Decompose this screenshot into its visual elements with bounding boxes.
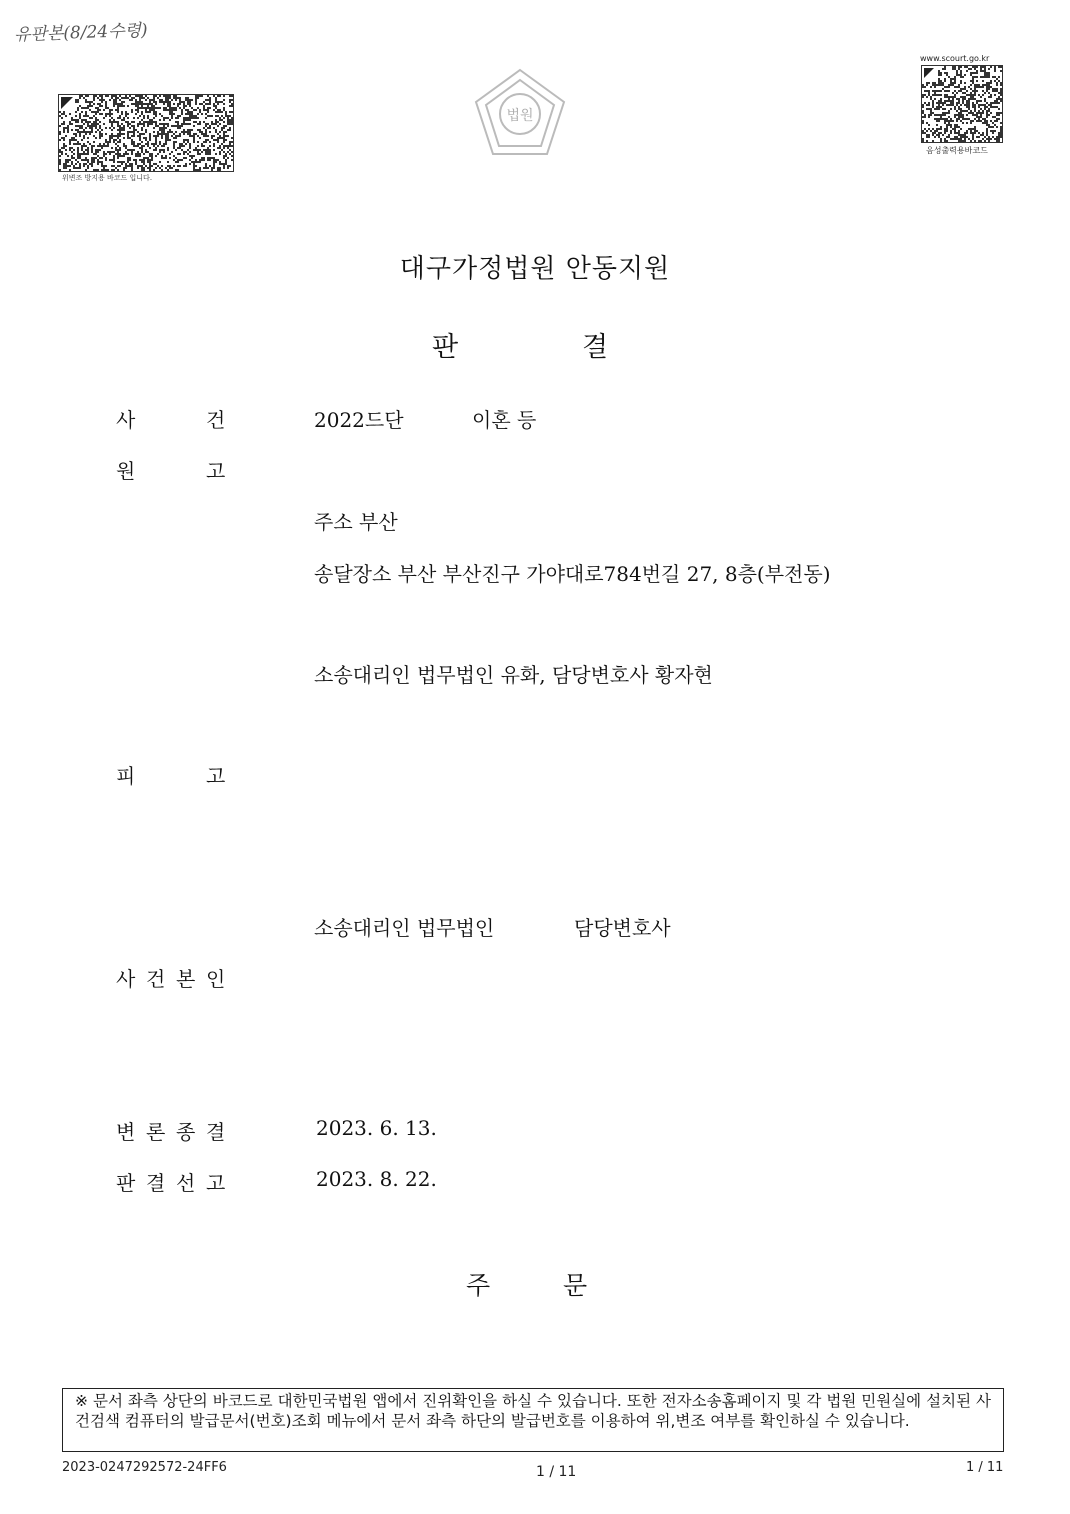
order-title-char-1: 주 bbox=[466, 1271, 491, 1300]
judgment-date: 2023. 8. 22. bbox=[316, 1167, 437, 1191]
order-title-char-2: 문 bbox=[563, 1271, 588, 1300]
case-label-1: 사 bbox=[116, 408, 136, 432]
hearing-end-label-3: 종 bbox=[176, 1120, 196, 1144]
defendant-counsel-lawyer: 담당변호사 bbox=[574, 916, 671, 940]
qr-caption: 음성출력용바코드 bbox=[926, 146, 988, 155]
judgment-date-label-1: 판 bbox=[116, 1171, 136, 1195]
handwritten-note: 유판본(8/24수령) bbox=[13, 20, 148, 46]
seal-text: 법원 bbox=[506, 108, 534, 124]
audio-output-qr-code bbox=[921, 65, 1003, 143]
defendant-label-1: 피 bbox=[116, 764, 136, 788]
court-seal-emblem bbox=[470, 66, 570, 162]
anti-forgery-barcode bbox=[58, 94, 234, 172]
case-name: 이혼 등 bbox=[472, 408, 537, 432]
principal-label-2: 건 bbox=[146, 967, 166, 991]
verification-notice: ※ 문서 좌측 상단의 바코드로 대한민국법원 앱에서 진위확인을 하실 수 있습니다. 또한 전자소송홈페이지 및 각 법원 민원실에 설치된 사건검색 컴퓨터의 발급문서(번호)조회 메뉴에서 문서 좌측 하단의 발급번호를 이용하여 위,변조 여부를 확인하실 수 있습니다. bbox=[62, 1388, 1004, 1452]
plaintiff-label-1: 원 bbox=[116, 459, 136, 483]
scourt-url: www.scourt.go.kr bbox=[920, 54, 990, 63]
principal-label-1: 사 bbox=[116, 967, 136, 991]
principal-label-4: 인 bbox=[206, 967, 226, 991]
defendant-label-2: 고 bbox=[206, 764, 226, 788]
principal-label-3: 본 bbox=[176, 967, 196, 991]
court-name: 대구가정법원 안동지원 bbox=[399, 254, 671, 284]
case-label-2: 건 bbox=[206, 408, 226, 432]
doc-title-char-1: 판 bbox=[432, 332, 459, 363]
plaintiff-counsel: 소송대리인 법무법인 유화, 담당변호사 황자현 bbox=[314, 663, 713, 687]
issue-number: 2023-0247292572-24FF6 bbox=[62, 1460, 227, 1475]
doc-title-char-2: 결 bbox=[582, 332, 609, 363]
hearing-end-label-4: 결 bbox=[206, 1120, 226, 1144]
judgment-date-label-3: 선 bbox=[176, 1171, 196, 1195]
page-number-center: 1 / 11 bbox=[536, 1464, 577, 1480]
page-number-right: 1 / 11 bbox=[966, 1460, 1004, 1475]
plaintiff-address: 주소 부산 bbox=[314, 510, 398, 534]
hearing-end-label-2: 론 bbox=[146, 1120, 166, 1144]
plaintiff-service-address: 송달장소 부산 부산진구 가야대로784번길 27, 8층(부전동) bbox=[314, 562, 831, 586]
plaintiff-label-2: 고 bbox=[206, 459, 226, 483]
case-number: 2022드단 bbox=[314, 408, 404, 432]
barcode-caption: 위변조 방지용 바코드 입니다. bbox=[62, 174, 153, 182]
hearing-end-date: 2023. 6. 13. bbox=[316, 1116, 437, 1140]
judgment-date-label-4: 고 bbox=[206, 1171, 226, 1195]
defendant-counsel-firm: 소송대리인 법무법인 bbox=[314, 916, 495, 940]
hearing-end-label-1: 변 bbox=[116, 1120, 136, 1144]
judgment-date-label-2: 결 bbox=[146, 1171, 166, 1195]
